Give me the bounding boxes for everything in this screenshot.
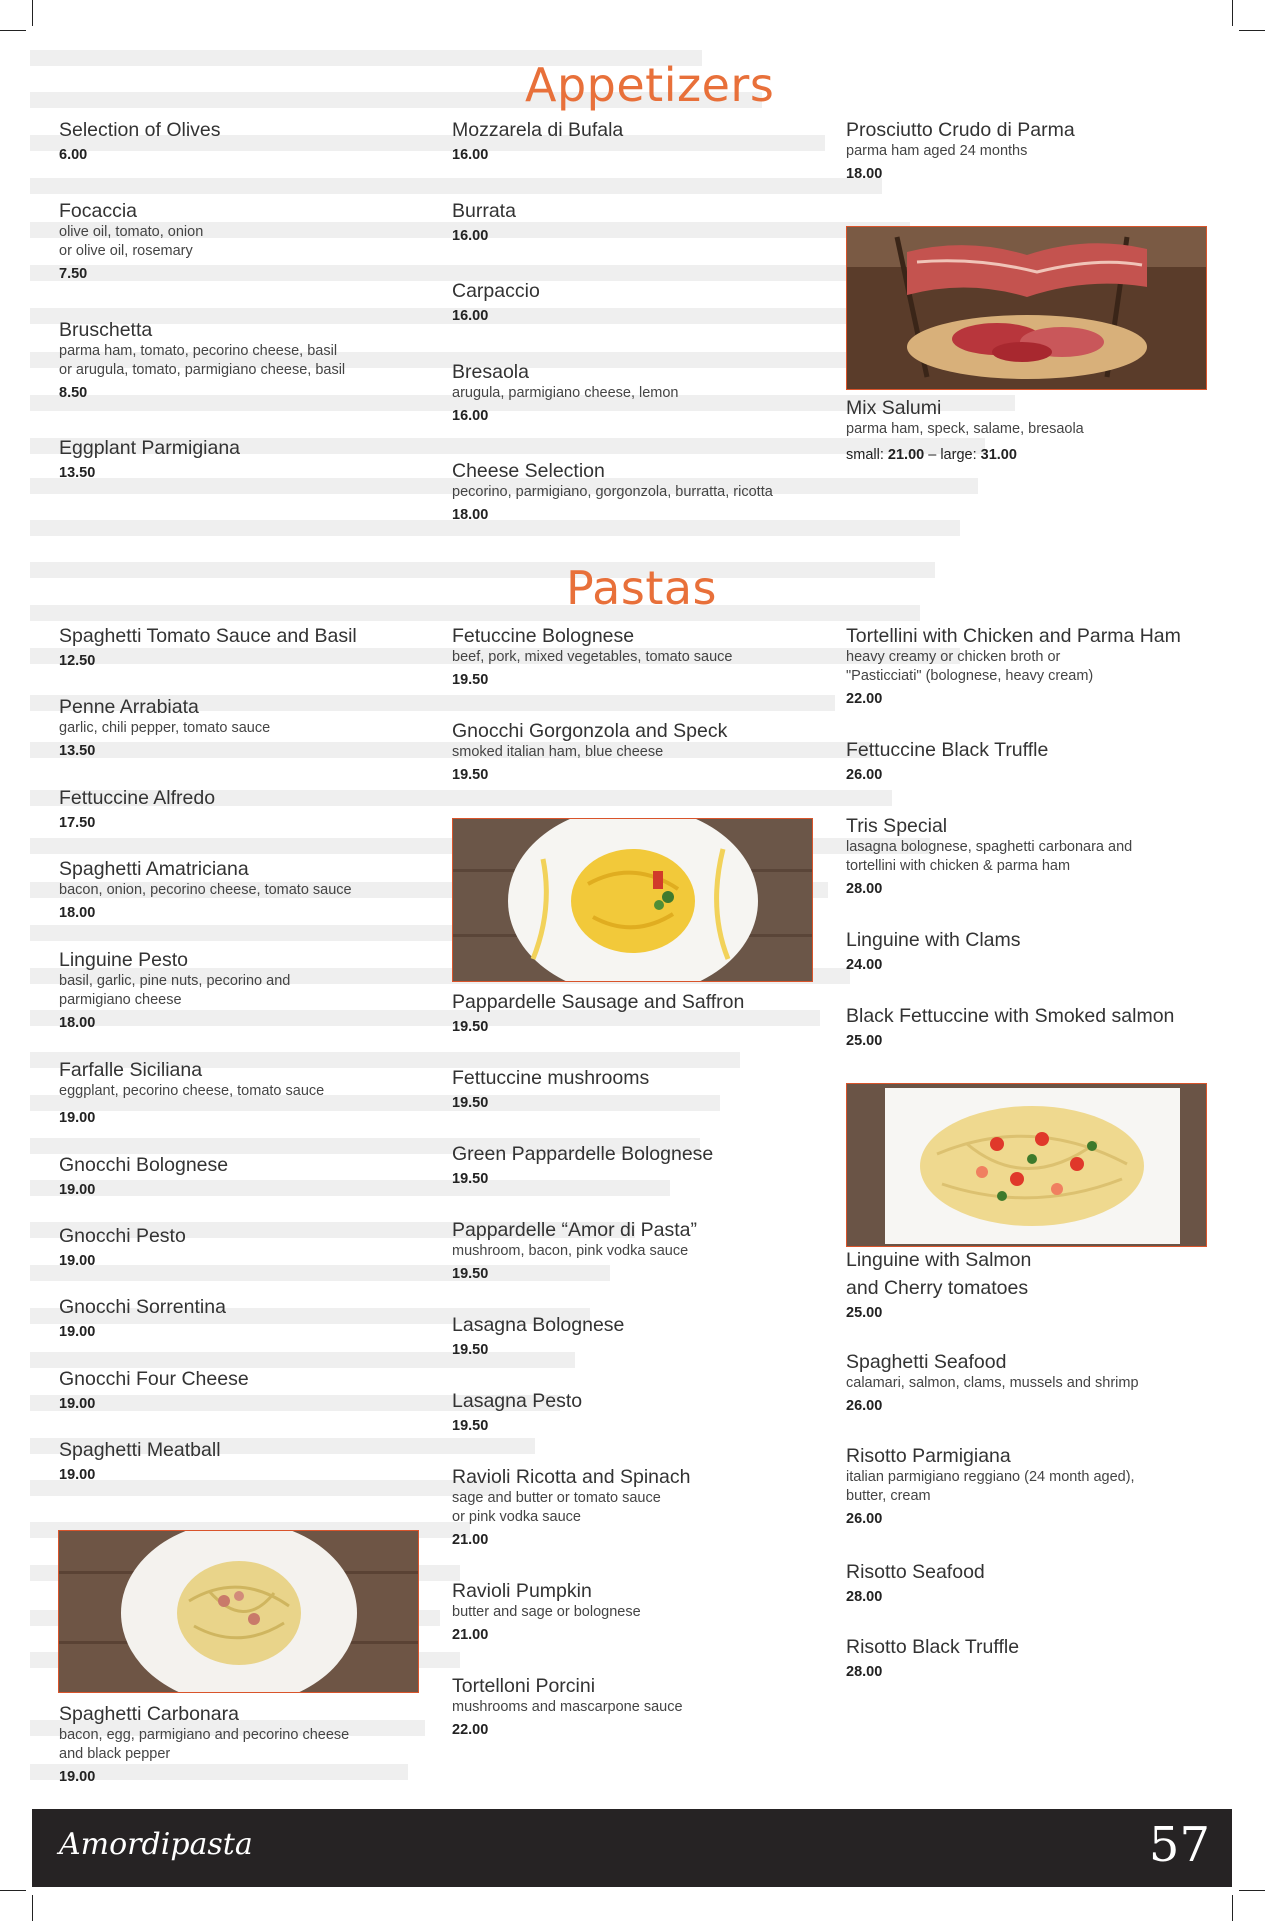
menu-item xyxy=(59,1295,439,1342)
item-name: Pappardelle “Amor di Pasta” xyxy=(452,1219,697,1241)
item-name: Risotto Parmigiana xyxy=(846,1445,1011,1467)
item-name: Mozzarela di Bufala xyxy=(452,119,624,141)
menu-item xyxy=(59,1438,439,1485)
menu-item xyxy=(452,1579,842,1645)
item-price: 19.50 xyxy=(452,1171,489,1187)
item-price: 18.00 xyxy=(59,1015,96,1031)
item-name: Fetuccine Bolognese xyxy=(452,625,635,647)
item-price: 19.00 xyxy=(59,1253,96,1269)
item-price: 19.00 xyxy=(59,1324,96,1340)
crop-mark xyxy=(1232,1895,1233,1921)
item-name: Risotto Black Truffle xyxy=(846,1636,1020,1658)
price-small-label: small: xyxy=(846,447,888,463)
price-large: 31.00 xyxy=(980,447,1017,463)
item-price: 21.00 xyxy=(452,1627,489,1643)
item-description: and black pepper xyxy=(59,1746,171,1762)
menu-item xyxy=(59,1058,439,1128)
item-description: or arugula, tomato, parmigiano cheese, basil xyxy=(59,362,346,378)
crop-mark xyxy=(32,1895,33,1921)
item-price: 22.00 xyxy=(846,691,883,707)
item-description: or pink vodka sauce xyxy=(452,1509,581,1525)
menu-item xyxy=(452,990,842,1037)
item-description: heavy creamy or chicken broth or xyxy=(846,649,1061,665)
item-price xyxy=(846,445,1226,465)
menu-item xyxy=(59,624,439,671)
menu-item xyxy=(452,360,832,426)
item-price: 16.00 xyxy=(452,147,489,163)
item-description: bacon, onion, pecorino cheese, tomato sauce xyxy=(59,882,352,898)
item-name: Eggplant Parmigiana xyxy=(59,437,241,459)
item-name: Farfalle Siciliana xyxy=(59,1059,203,1081)
item-description: tortellini with chicken & parma ham xyxy=(846,858,1071,874)
menu-item xyxy=(846,1444,1226,1529)
menu-item xyxy=(59,695,439,761)
price-small: 21.00 xyxy=(887,447,925,463)
pappardelle-photo xyxy=(452,818,813,982)
item-name: and Cherry tomatoes xyxy=(846,1277,1029,1299)
item-name: Selection of Olives xyxy=(59,119,221,141)
menu-item xyxy=(452,1674,842,1740)
item-name: Gnocchi Four Cheese xyxy=(59,1368,249,1390)
item-description: olive oil, tomato, onion xyxy=(59,224,204,240)
item-name: Linguine Pesto xyxy=(59,949,189,971)
item-name: Ravioli Ricotta and Spinach xyxy=(452,1466,691,1488)
menu-item xyxy=(59,318,439,403)
item-price: 28.00 xyxy=(846,1664,883,1680)
salumi-photo xyxy=(846,226,1207,390)
menu-item xyxy=(59,199,439,284)
menu-item xyxy=(452,199,832,246)
page-number: 57 xyxy=(1148,1817,1210,1873)
item-price: 19.50 xyxy=(452,672,489,688)
item-name: Gnocchi Pesto xyxy=(59,1225,186,1247)
item-price: 25.00 xyxy=(846,1305,883,1321)
item-description: beef, pork, mixed vegetables, tomato sauce xyxy=(452,649,733,665)
brand-logo: Amordipasta xyxy=(59,1827,253,1862)
item-description: calamari, salmon, clams, mussels and shrimp xyxy=(846,1375,1139,1391)
menu-item xyxy=(452,1218,842,1284)
item-description: smoked italian ham, blue cheese xyxy=(452,744,664,760)
item-name: Tortellini with Chicken and Parma Ham xyxy=(846,625,1181,647)
item-name: Spaghetti Tomato Sauce and Basil xyxy=(59,625,357,647)
menu-item xyxy=(59,786,439,833)
crop-mark xyxy=(0,1890,26,1891)
menu-item xyxy=(452,459,832,525)
item-description: eggplant, pecorino cheese, tomato sauce xyxy=(59,1083,325,1099)
footer-bar xyxy=(32,1809,1232,1887)
item-name: Cheese Selection xyxy=(452,460,605,482)
item-name: Spaghetti Amatriciana xyxy=(59,858,249,880)
item-name: Spaghetti Carbonara xyxy=(59,1703,239,1725)
item-description: butter and sage or bolognese xyxy=(452,1604,641,1620)
item-price: 19.50 xyxy=(452,1019,489,1035)
item-price: 19.00 xyxy=(59,1182,96,1198)
item-name: Green Pappardelle Bolognese xyxy=(452,1143,714,1165)
menu-item xyxy=(846,738,1226,785)
menu-item xyxy=(452,118,832,165)
menu-item xyxy=(846,624,1226,709)
item-name: Spaghetti Seafood xyxy=(846,1351,1007,1373)
linguine-salmon-photo xyxy=(846,1083,1207,1247)
menu-item xyxy=(846,118,1226,184)
menu-item xyxy=(59,1367,439,1414)
item-price: 19.50 xyxy=(452,767,489,783)
item-price: 13.50 xyxy=(59,743,96,759)
menu-item xyxy=(452,719,842,785)
item-description: pecorino, parmigiano, gorgonzola, burratta, ricotta xyxy=(452,484,773,500)
item-description: arugula, parmigiano cheese, lemon xyxy=(452,385,679,401)
item-price: 16.00 xyxy=(452,408,489,424)
item-price: 26.00 xyxy=(846,1398,883,1414)
item-price: 19.50 xyxy=(452,1342,489,1358)
item-price: 19.00 xyxy=(59,1110,96,1126)
item-name: Bruschetta xyxy=(59,319,153,341)
menu-item xyxy=(452,1066,842,1113)
item-name: Mix Salumi xyxy=(846,397,942,419)
menu-item xyxy=(59,857,439,923)
item-price: 26.00 xyxy=(846,1511,883,1527)
menu-item xyxy=(59,1224,439,1271)
item-description: "Pasticciati" (bolognese, heavy cream) xyxy=(846,668,1094,684)
item-description: parma ham, tomato, pecorino cheese, basil xyxy=(59,343,338,359)
menu-item xyxy=(452,1142,842,1189)
item-name: Penne Arrabiata xyxy=(59,696,199,718)
item-name: Pappardelle Sausage and Saffron xyxy=(452,991,745,1013)
item-price: 22.00 xyxy=(452,1722,489,1738)
item-description: italian parmigiano reggiano (24 month aged), xyxy=(846,1469,1135,1485)
menu-item xyxy=(59,1153,439,1200)
menu-item xyxy=(59,948,439,1033)
menu-item xyxy=(846,1004,1226,1051)
item-price: 24.00 xyxy=(846,957,883,973)
menu-item xyxy=(846,1248,1226,1323)
item-price: 19.50 xyxy=(452,1418,489,1434)
item-price: 17.50 xyxy=(59,815,96,831)
item-name: Spaghetti Meatball xyxy=(59,1439,221,1461)
menu-item xyxy=(452,624,842,690)
item-description: sage and butter or tomato sauce xyxy=(452,1490,661,1506)
appetizers-title: Appetizers xyxy=(525,58,775,112)
item-price: 19.00 xyxy=(59,1769,96,1785)
item-price: 19.50 xyxy=(452,1266,489,1282)
item-description: lasagna bolognese, spaghetti carbonara and xyxy=(846,839,1133,855)
item-name: Gnocchi Gorgonzola and Speck xyxy=(452,720,728,742)
item-price: 19.00 xyxy=(59,1396,96,1412)
menu-item xyxy=(846,1350,1226,1416)
item-description: parma ham, speck, salame, bresaola xyxy=(846,421,1084,437)
item-name: Tris Special xyxy=(846,815,948,837)
menu-item xyxy=(452,1313,842,1360)
item-name: Burrata xyxy=(452,200,516,222)
pastas-title: Pastas xyxy=(566,561,718,615)
price-separator: – large: xyxy=(924,447,981,463)
item-price: 6.00 xyxy=(59,147,88,163)
menu-item xyxy=(846,814,1226,899)
menu-item xyxy=(59,436,439,483)
item-price: 18.00 xyxy=(59,905,96,921)
item-price: 25.00 xyxy=(846,1033,883,1049)
item-name: Fettuccine Alfredo xyxy=(59,787,216,809)
item-description: or olive oil, rosemary xyxy=(59,243,193,259)
item-price: 16.00 xyxy=(452,228,489,244)
menu-item xyxy=(846,928,1226,975)
item-name: Linguine with Salmon xyxy=(846,1249,1032,1271)
item-description: parma ham aged 24 months xyxy=(846,143,1028,159)
item-description: bacon, egg, parmigiano and pecorino cheese xyxy=(59,1727,350,1743)
carbonara-photo xyxy=(58,1530,419,1693)
item-price: 26.00 xyxy=(846,767,883,783)
item-name: Prosciutto Crudo di Parma xyxy=(846,119,1075,141)
menu-item xyxy=(846,1560,1226,1607)
item-description: parmigiano cheese xyxy=(59,992,182,1008)
item-price: 12.50 xyxy=(59,653,96,669)
item-price: 13.50 xyxy=(59,465,96,481)
item-name: Linguine with Clams xyxy=(846,929,1021,951)
item-name: Tortelloni Porcini xyxy=(452,1675,596,1697)
item-description: mushroom, bacon, pink vodka sauce xyxy=(452,1243,689,1259)
menu-item xyxy=(59,1702,439,1787)
item-price: 28.00 xyxy=(846,881,883,897)
item-name: Lasagna Bolognese xyxy=(452,1314,625,1336)
menu-item xyxy=(59,118,439,165)
item-description: basil, garlic, pine nuts, pecorino and xyxy=(59,973,291,989)
item-price: 18.00 xyxy=(846,166,883,182)
item-price: 19.50 xyxy=(452,1095,489,1111)
menu-item xyxy=(452,1465,842,1550)
item-name: Focaccia xyxy=(59,200,138,222)
item-description: garlic, chili pepper, tomato sauce xyxy=(59,720,271,736)
item-name: Gnocchi Sorrentina xyxy=(59,1296,226,1318)
item-price: 16.00 xyxy=(452,308,489,324)
item-name: Fettuccine Black Truffle xyxy=(846,739,1049,761)
item-name: Gnocchi Bolognese xyxy=(59,1154,229,1176)
item-price: 19.00 xyxy=(59,1467,96,1483)
item-name: Bresaola xyxy=(452,361,529,383)
item-name: Ravioli Pumpkin xyxy=(452,1580,592,1602)
item-description: mushrooms and mascarpone sauce xyxy=(452,1699,683,1715)
crop-mark xyxy=(1239,1890,1265,1891)
item-price: 28.00 xyxy=(846,1589,883,1605)
menu-item xyxy=(846,396,1226,465)
item-price: 18.00 xyxy=(452,507,489,523)
item-price: 8.50 xyxy=(59,385,88,401)
item-price: 21.00 xyxy=(452,1532,489,1548)
item-name: Black Fettuccine with Smoked salmon xyxy=(846,1005,1175,1027)
item-name: Risotto Seafood xyxy=(846,1561,985,1583)
menu-item xyxy=(452,1389,842,1436)
menu-item xyxy=(452,279,832,326)
menu-item xyxy=(846,1635,1226,1682)
item-name: Fettuccine mushrooms xyxy=(452,1067,650,1089)
item-name: Carpaccio xyxy=(452,280,540,302)
item-name: Lasagna Pesto xyxy=(452,1390,583,1412)
item-price: 7.50 xyxy=(59,266,88,282)
item-description: butter, cream xyxy=(846,1488,931,1504)
